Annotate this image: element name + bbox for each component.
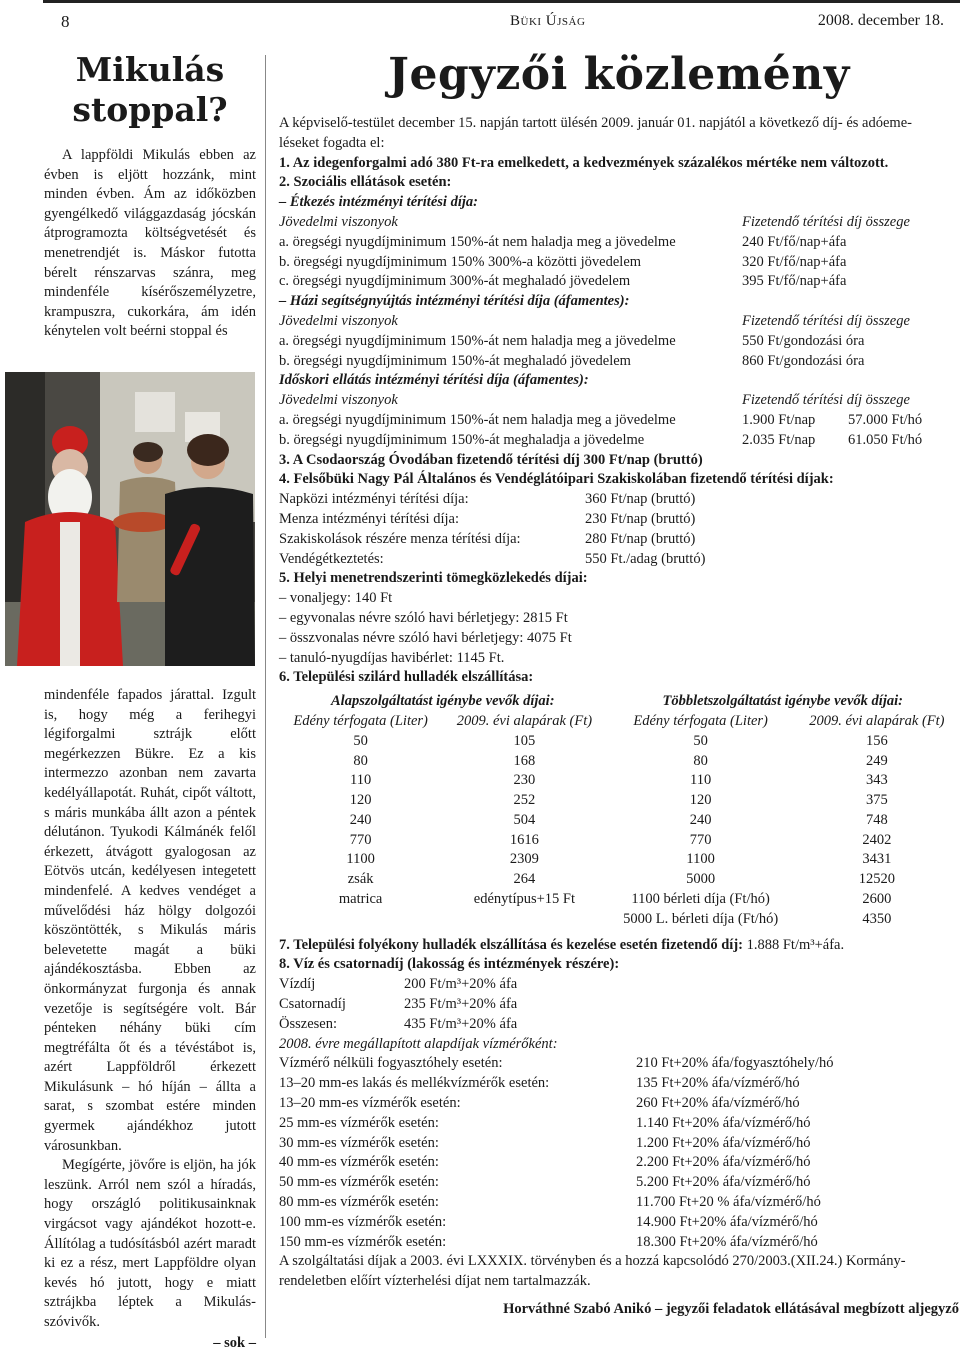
meter-fee-row [279, 1054, 959, 1074]
transport-fee: – összvonalas névre szóló havi bérletjegy: 4075 Ft [279, 629, 572, 646]
table-header-row [279, 213, 959, 233]
intro-line-2: léseket fogadta el: [279, 134, 385, 151]
waste-cell: 12520 [858, 871, 895, 888]
fee-label: 50 mm-es vízmérők esetén: [279, 1174, 439, 1191]
volume-header: Edény térfogata (Liter) [633, 712, 768, 729]
waste-cell: matrica [338, 891, 383, 908]
waste-row [279, 910, 959, 930]
waste-cell: 770 [689, 831, 712, 848]
fee-value: 550 Ft/gondozási óra [742, 332, 865, 349]
waste-rows [279, 732, 959, 930]
fee-label: 13–20 mm-es lakás és mellékvízmérők esetén: [279, 1075, 550, 1092]
waste-row [279, 890, 959, 910]
fee-row [279, 233, 959, 253]
income-column-header: Jövedelmi viszonyok [279, 392, 398, 409]
fee-value-monthly: 61.050 Ft/hó [848, 431, 923, 448]
basic-service-title: Alapszolgáltatást igénybe vevők díjai: [331, 693, 555, 710]
meter-fee-row [279, 1134, 959, 1154]
table-header-row [279, 312, 959, 332]
waste-cell: 230 [513, 772, 536, 789]
waste-cell: 252 [513, 792, 536, 809]
fee-value: 360 Ft/nap (bruttó) [585, 491, 696, 508]
fee-label: 25 mm-es vízmérők esetén: [279, 1114, 439, 1131]
meter-fee-row [279, 1173, 959, 1193]
fee-label: Vendégétkeztetés: [279, 550, 384, 567]
table-header-row [279, 391, 959, 411]
waste-cell: 2600 [862, 891, 892, 908]
fee-value: 435 Ft/m³+20% áfa [404, 1015, 518, 1032]
water-fee-row [279, 1015, 959, 1035]
waste-cell: 770 [349, 831, 372, 848]
fee-value: 1.900 Ft/nap [742, 411, 816, 428]
price-header: 2009. évi alapárak (Ft) [809, 712, 945, 729]
fee-column-header: Fizetendő térítési díj összege [742, 213, 910, 230]
fee-label: Összesen: [279, 1015, 337, 1032]
section-7-value: 1.888 Ft/m³+áfa. [746, 936, 845, 953]
fee-label: Vízdíj [279, 976, 316, 993]
waste-cell: 240 [349, 811, 372, 828]
waste-row [279, 752, 959, 772]
page-header [43, 0, 960, 41]
section-2b-heading: – Házi segítségnyújtás intézményi térítési díja (áfamentes): [279, 293, 630, 310]
waste-cell: 110 [690, 772, 712, 789]
fee-value: 860 Ft/gondozási óra [742, 352, 865, 369]
waste-cell: 1100 bérleti díja (Ft/hó) [631, 891, 770, 908]
waste-row [279, 870, 959, 890]
fee-label: b. öregségi nyugdíjminimum 150%-át meghaladja a jövedelme [279, 431, 645, 448]
fee-label: 40 mm-es vízmérők esetén: [279, 1154, 439, 1171]
waste-cell: 80 [353, 752, 368, 769]
notary-notice [279, 50, 959, 1320]
fee-value: 260 Ft+20% áfa/vízmérő/hó [636, 1095, 800, 1112]
fee-label: Menza intézményi térítési díja: [279, 510, 459, 527]
transport-fee: – vonaljegy: 140 Ft [279, 590, 393, 607]
fee-row [279, 411, 959, 431]
fee-row [279, 490, 959, 510]
section-5: 5. Helyi menetrendszerinti tömegközlekedés díjai: [279, 570, 588, 587]
fee-row [279, 253, 959, 273]
fee-value: 550 Ft./adag (bruttó) [585, 550, 706, 567]
fee-value: 11.700 Ft+20 % áfa/vízmérő/hó [636, 1194, 821, 1211]
waste-cell: 105 [513, 732, 536, 749]
article-paragraph-2: mindenféle fapados járattal. Izgult is, hogy még a ferihegyi légiforgalmi sztrájk előtt megérkezzen Bükre. Ez a kis intermezzo azonban nem zavarta kedélyállapotát. Ruhát, cipőt váltott, s máris munkába állt azon a péntek délutánon. Tyukodi Kálmánék felől érkezett, átvágott gyalogosan az Eötvös utcán, kedélyesen integetett mindenfelé. A kedves vendéget a művelődési ház hölgy dolgozói köszöntötték, s Mikulás máris belevetette magát a büki ajándékosztásba. Ebben az önkormányzat furgonja és annak vezetője is segítségére volt. Bár pénteken néhány büki cím megtréfálta őt és a tévéstábot is, azért Lappföldről érkezett Mikulásunk – hó híján – állta a sarat, s szombat estére minden gyermek ajándékhoz jutott városunkban. [44, 687, 256, 1154]
fee-value: 235 Ft/m³+20% áfa [404, 996, 518, 1013]
fee-label: Vízmérő nélküli fogyasztóhely esetén: [279, 1055, 503, 1072]
article-paragraph-3: Megígérte, jövőre is eljön, ha jók leszünk. Arról nem szól a híradás, hogy országló politikusainknak virgácsot vagy ajándékot hozott-e. Állítólag a tudósításból azért maradt ki ez a rész, mert Lappföldre olyan kevés hó jutott, hogy e miatt sztrájkba léptek a Mikulás-szóvivők. [44, 1157, 256, 1330]
fee-label: 30 mm-es vízmérők esetén: [279, 1134, 439, 1151]
waste-cell: 5000 L. bérleti díja (Ft/hó) [623, 910, 779, 927]
section-7 [279, 936, 959, 956]
page-number: 8 [61, 12, 70, 31]
waste-cell: 50 [353, 732, 368, 749]
meter-fee-row [279, 1074, 959, 1094]
meter-fee-row [279, 1153, 959, 1173]
fee-label: Szakiskolások részére menza térítési díja: [279, 530, 521, 547]
fee-label: 13–20 mm-es vízmérők esetén: [279, 1095, 461, 1112]
waste-row [279, 811, 959, 831]
waste-cell: 249 [865, 752, 888, 769]
waste-cell: 375 [865, 792, 888, 809]
fee-value: 200 Ft/m³+20% áfa [404, 976, 518, 993]
waste-cell: 1100 [346, 851, 375, 868]
fee-row [279, 272, 959, 292]
waste-cell: 80 [693, 752, 708, 769]
transport-fee: – egyvonalas névre szóló havi bérletjegy: 2815 Ft [279, 609, 568, 626]
fee-row [279, 510, 959, 530]
closing-line-2: rendeletben előírt vízterhelési díjat nem tartalmazzák. [279, 1273, 591, 1290]
fee-value: 18.300 Ft+20% áfa/vízmérő/hó [636, 1233, 818, 1250]
intro-line-1: A képviselő-testület december 15. napján tartott ülésén 2009. január 01. napjától a következő díj- és adóeme- [279, 115, 912, 131]
fee-label: Napközi intézményi térítési díja: [279, 491, 469, 508]
waste-cell: 110 [350, 772, 372, 789]
fee-value: 210 Ft+20% áfa/fogyasztóhely/hó [636, 1055, 834, 1072]
santa-article [44, 50, 256, 342]
waste-cell: 2309 [509, 851, 539, 868]
fee-value: 240 Ft/fő/nap+áfa [742, 233, 847, 250]
meter-fee-rows [279, 1054, 959, 1252]
fee-label: b. öregségi nyugdíjminimum 150%-át meghaladó jövedelem [279, 352, 631, 369]
publication-name: Büki Újság [510, 13, 586, 29]
waste-row [279, 831, 959, 851]
article-signature: – sok – [213, 1334, 256, 1351]
waste-cell: 343 [865, 772, 888, 789]
section-2c-heading: Időskori ellátás intézményi térítési díja (áfamentes): [279, 372, 589, 389]
fee-column-header: Fizetendő térítési díj összege [742, 312, 910, 329]
fee-value: 1.200 Ft+20% áfa/vízmérő/hó [636, 1134, 811, 1151]
meter-fee-row [279, 1114, 959, 1134]
fee-value: 135 Ft+20% áfa/vízmérő/hó [636, 1075, 800, 1092]
fee-label: a. öregségi nyugdíjminimum 150%-át nem haladja meg a jövedelme [279, 233, 676, 250]
waste-cell: 3431 [862, 851, 892, 868]
fee-row [279, 530, 959, 550]
meter-fee-heading: 2008. évre megállapított alapdíjak vízmérőként: [279, 1035, 558, 1052]
meter-fee-row [279, 1193, 959, 1213]
waste-cell: 5000 [686, 871, 716, 888]
waste-cell: 168 [513, 752, 536, 769]
fee-value: 14.900 Ft+20% áfa/vízmérő/hó [636, 1213, 818, 1230]
article-paragraph-1: A lappföldi Mikulás ebben az évben is eljött hozzánk, mint minden évben. Ám az időközben gyengélkedő világgazdaság jócskán átprogramozta költségvetését és menetrendjét is. Máskor futotta bérelt rénszarvas szánra, meg mindenféle kísérőszemélyzetre, krampuszra, cukorkára, ám idén kénytelen volt beérni stoppal és [44, 147, 256, 340]
fee-value: 395 Ft/fő/nap+áfa [742, 273, 847, 290]
waste-fee-table [279, 692, 959, 930]
waste-row [279, 791, 959, 811]
fee-value: 5.200 Ft+20% áfa/vízmérő/hó [636, 1174, 811, 1191]
waste-cell: 120 [349, 792, 372, 809]
issue-date: 2008. december 18. [817, 12, 944, 29]
extra-service-title: Többletszolgáltatást igénybe vevők díjai: [662, 693, 903, 710]
fee-row [279, 431, 959, 451]
meter-fee-row [279, 1213, 959, 1233]
fee-label: 150 mm-es vízmérők esetén: [279, 1233, 447, 1250]
waste-cell: 156 [865, 732, 888, 749]
waste-cell: 240 [689, 811, 712, 828]
fee-value: 2.200 Ft+20% áfa/vízmérő/hó [636, 1154, 811, 1171]
section-6: 6. Települési szilárd hulladék elszállítása: [279, 669, 534, 686]
section-3: 3. A Csodaország Óvodában fizetendő térítési díj 300 Ft/nap (bruttó) [279, 451, 703, 468]
waste-cell [279, 910, 442, 930]
fee-label: b. öregségi nyugdíjminimum 150% 300%-a közötti jövedelem [279, 253, 642, 270]
income-column-header: Jövedelmi viszonyok [279, 213, 398, 230]
water-fee-row [279, 975, 959, 995]
fee-value: 320 Ft/fő/nap+áfa [742, 253, 847, 270]
santa-article-continued [44, 686, 256, 1352]
section-8: 8. Víz és csatornadíj (lakosság és intézmények részére): [279, 956, 620, 973]
transport-fee: – tanuló-nyugdíjas havibérlet: 1145 Ft. [279, 649, 505, 666]
fee-label: a. öregségi nyugdíjminimum 150%-át nem haladja meg a jövedelme [279, 411, 676, 428]
fee-value: 1.140 Ft+20% áfa/vízmérő/hó [636, 1114, 811, 1131]
waste-cell [442, 910, 606, 930]
income-column-header: Jövedelmi viszonyok [279, 312, 398, 329]
fee-value-monthly: 57.000 Ft/hó [848, 411, 923, 428]
section-7-label: 7. Települési folyékony hulladék elszállítása és kezelése esetén fizetendő díj: [279, 936, 743, 953]
section-2a-heading: – Étkezés intézményi térítési díja: [279, 194, 478, 211]
waste-cell: edénytípus+15 Ft [473, 891, 576, 908]
section-1: 1. Az idegenforgalmi adó 380 Ft-ra emelkedett, a kedvezmények százalékos mértéke nem változott. [279, 154, 889, 171]
notice-signature: Horváthné Szabó Anikó – jegyzői feladatok ellátásával megbízott aljegyző [503, 1301, 959, 1318]
water-fee-row [279, 995, 959, 1015]
waste-cell: 1616 [509, 831, 539, 848]
fee-label: c. öregségi nyugdíjminimum 300%-át meghaladó jövedelem [279, 273, 631, 290]
fee-label: Csatornadíj [279, 996, 346, 1013]
waste-cell: 1100 [686, 851, 715, 868]
photo-illustration [5, 372, 255, 666]
waste-cell: 2402 [862, 831, 892, 848]
closing-line-1: A szolgáltatási díjak a 2003. évi LXXXIX. törvényben és a hozzá kapcsolódó 270/2003.(XII.24.) Kormány- [279, 1253, 906, 1270]
santa-photo [5, 372, 255, 666]
fee-label: 100 mm-es vízmérők esetén: [279, 1213, 447, 1230]
fee-value: 2.035 Ft/nap [742, 431, 816, 448]
waste-cell: 504 [513, 811, 536, 828]
section-4: 4. Felsőbüki Nagy Pál Általános és Vendéglátóipari Szakiskolában fizetendő térítési díjak: [279, 471, 834, 488]
fee-row [279, 352, 959, 372]
notice-title: Jegyzői közlemény [388, 49, 850, 100]
fee-value: 230 Ft/nap (bruttó) [585, 510, 696, 527]
waste-cell: 264 [513, 871, 536, 888]
fee-label: a. öregségi nyugdíjminimum 150%-át nem haladja meg a jövedelme [279, 332, 676, 349]
meter-fee-row [279, 1094, 959, 1114]
column-divider [265, 55, 266, 1338]
fee-label: 80 mm-es vízmérők esetén: [279, 1194, 439, 1211]
waste-cell: 4350 [862, 910, 892, 927]
waste-row [279, 771, 959, 791]
waste-cell: 748 [865, 811, 888, 828]
volume-header: Edény térfogata (Liter) [293, 712, 428, 729]
waste-cell: 50 [693, 732, 708, 749]
price-header: 2009. évi alapárak (Ft) [456, 712, 593, 729]
waste-cell: 120 [689, 792, 712, 809]
fee-row [279, 332, 959, 352]
section-2: 2. Szociális ellátások esetén: [279, 174, 452, 191]
waste-cell: zsák [347, 871, 374, 888]
waste-row [279, 732, 959, 752]
fee-column-header: Fizetendő térítési díj összege [742, 392, 910, 409]
fee-value: 280 Ft/nap (bruttó) [585, 530, 696, 547]
fee-row [279, 550, 959, 570]
article-title: Mikulás stoppal? [72, 50, 228, 129]
waste-row [279, 850, 959, 870]
meter-fee-row [279, 1233, 959, 1253]
